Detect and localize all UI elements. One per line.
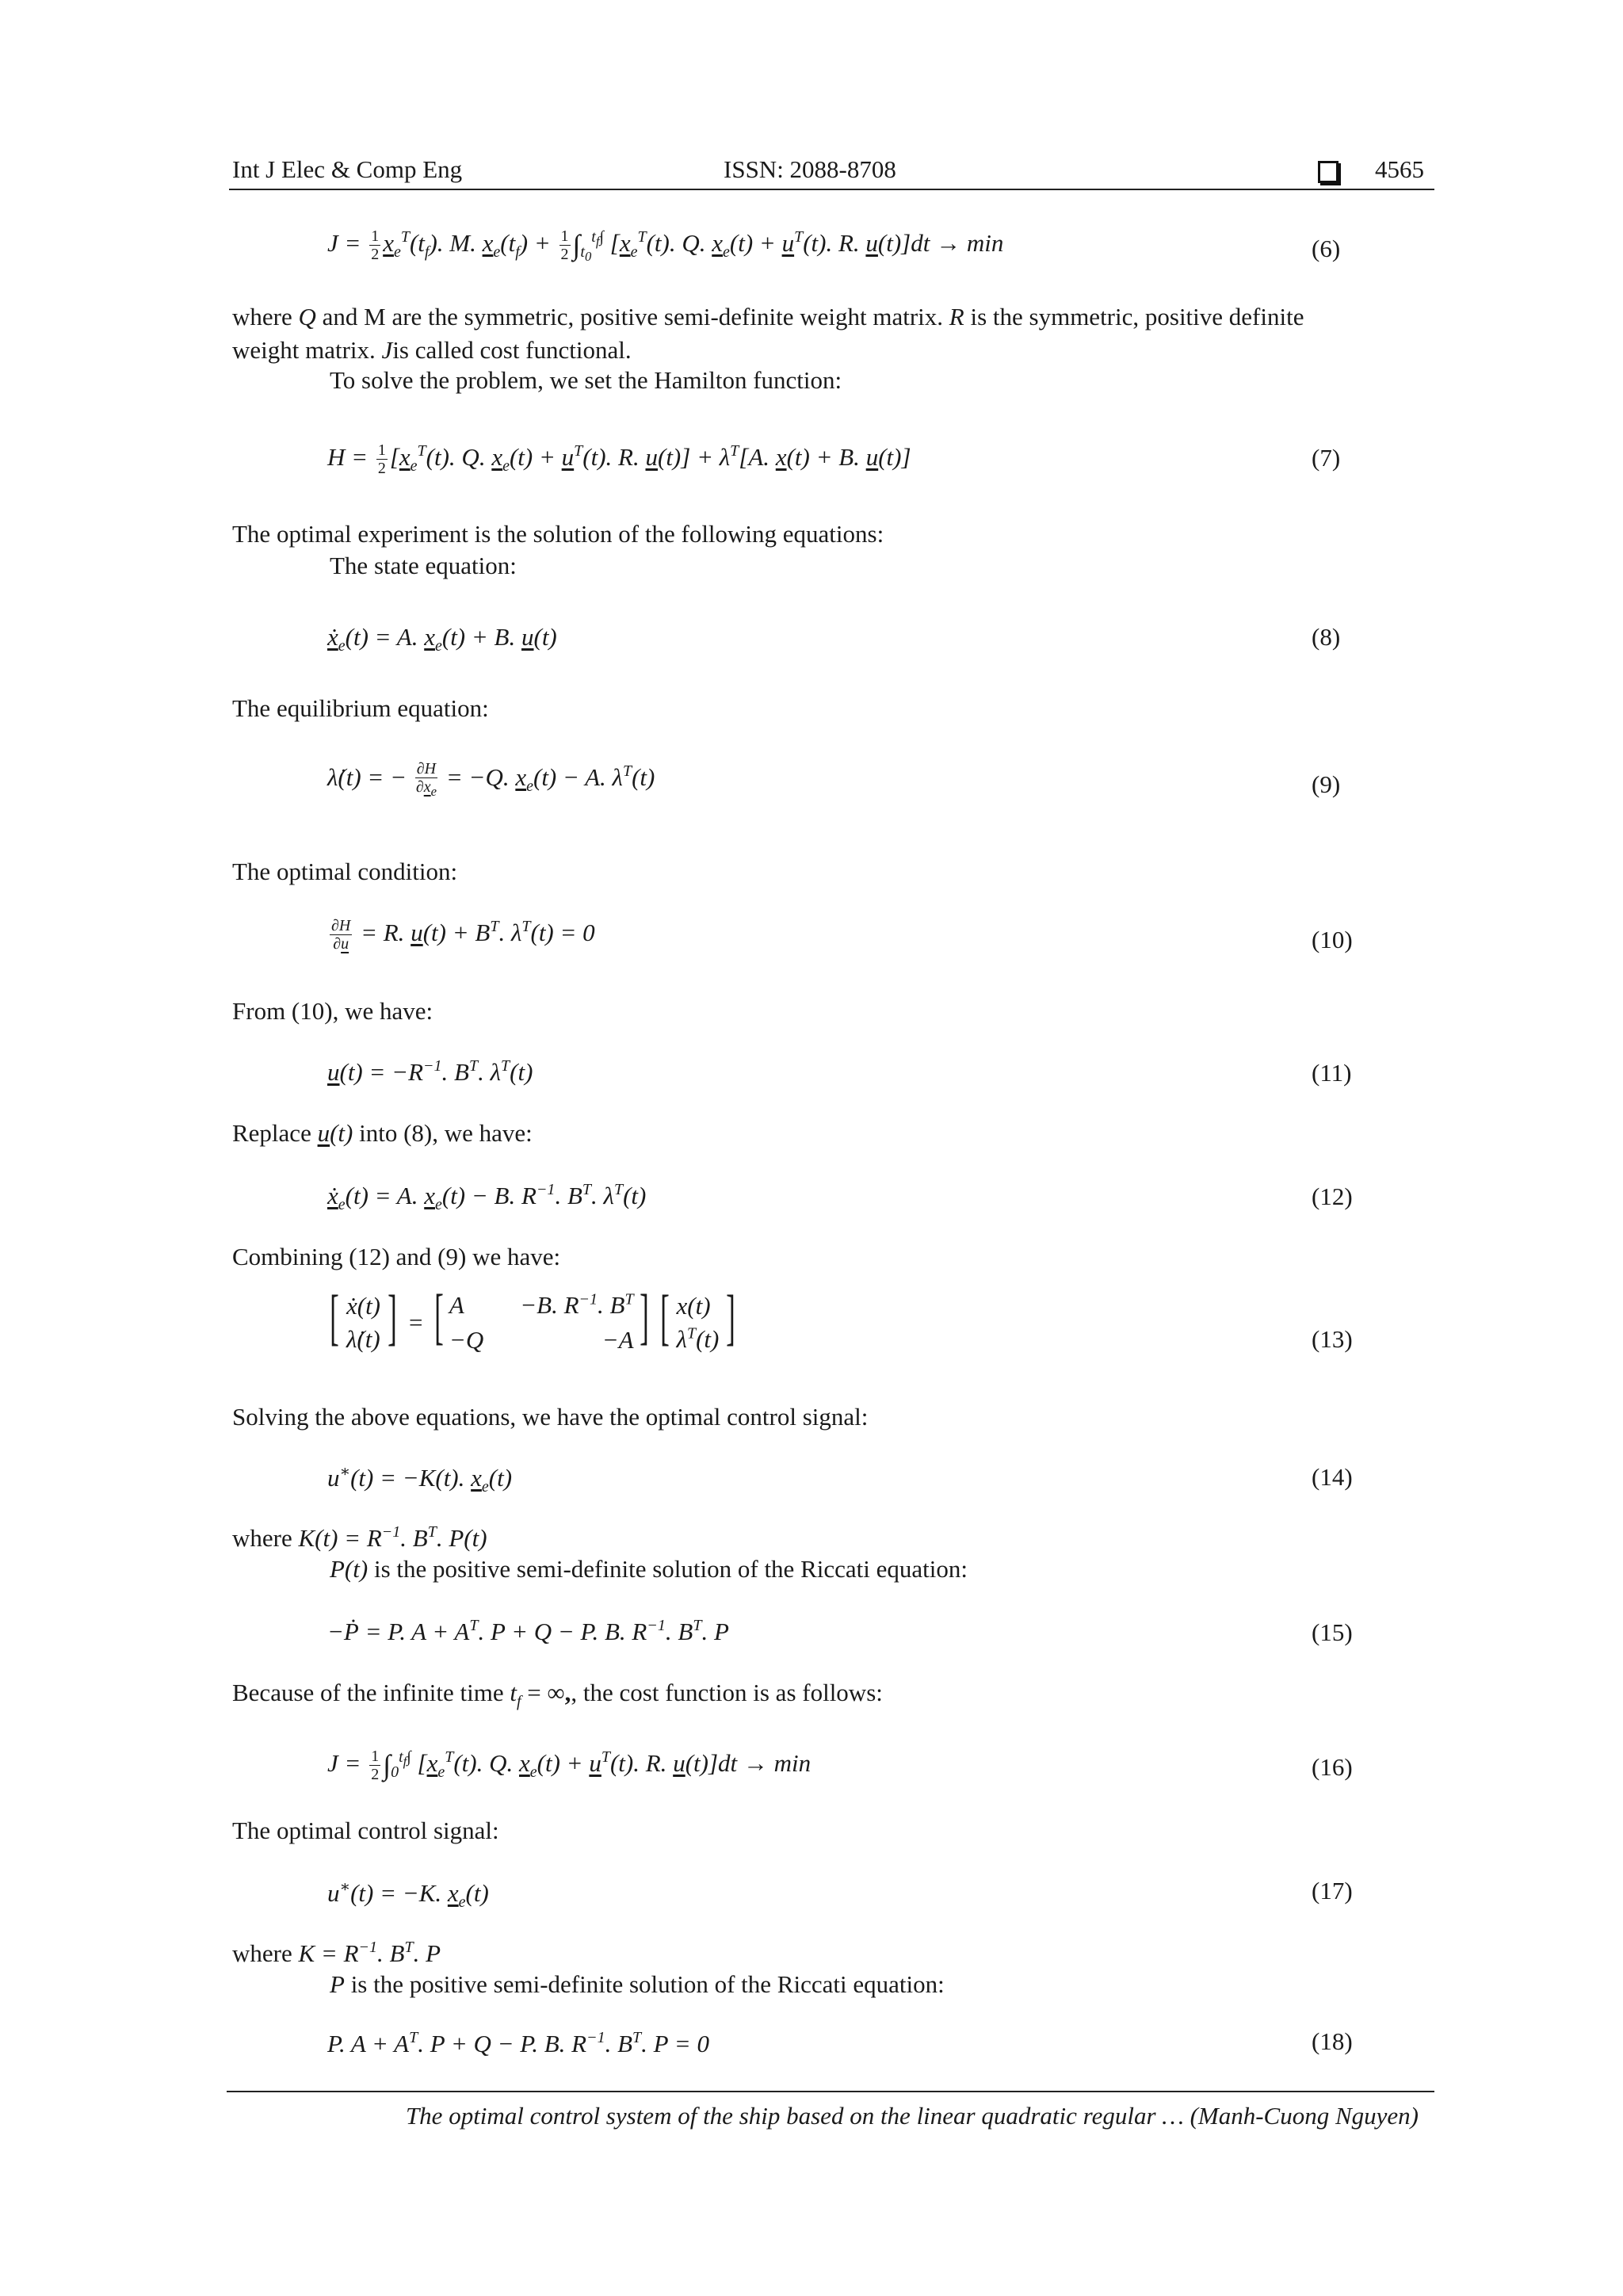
equation-12: ẋ$_e$(t) = A. $x_e(t) - B$. $R^{-1}$. $B^T$. $\lambda^T(t)$ — [327, 1181, 647, 1213]
paragraph-optimal-condition: The optimal condition: — [232, 858, 458, 885]
equation-11: $u(t) = -R^{-1}$. $B^T$. $\lambda^T(t)$ — [327, 1057, 533, 1086]
equation-number-9: (9) — [1312, 770, 1341, 798]
equation-number-12: (12) — [1312, 1182, 1353, 1210]
paragraph-solving: Solving the above equations, we have the optimal control signal: — [232, 1403, 869, 1431]
equation-number-16: (16) — [1312, 1753, 1353, 1781]
state-vector-left: [ ẋ(t) λ̇(t) ] — [330, 1282, 397, 1353]
issn: ISSN: 2088-8708 — [724, 155, 896, 183]
equation-number-6: (6) — [1312, 235, 1341, 262]
paragraph-weights-line2: weight matrix. Jis called cost functional. — [232, 336, 632, 364]
equation-16: J = $\frac{1}{2}$ $\int_0^{t_f\int}$ [$x_e^T(t)$. Q. $x_e(t) + u^T(t)$. R. u(t)]dt → min — [327, 1748, 812, 1784]
equation-number-7: (7) — [1312, 444, 1341, 472]
paragraph-combining: Combining (12) and (9) we have: — [232, 1243, 561, 1270]
paragraph-p-t-riccati: P(t) is the positive semi-definite solution of the Riccati equation: — [330, 1555, 968, 1583]
paragraph-weights: where Q and M are the symmetric, positive semi-definite weight matrix. R is the symmetric, positive definite — [232, 303, 1304, 330]
paragraph-p-riccati: P is the positive semi-definite solution of the Riccati equation: — [330, 1970, 945, 1998]
footer-rule — [227, 2091, 1434, 2092]
system-matrix: [ A −B. $R^{-1}$. $B^T$ −Q −A ] — [434, 1282, 649, 1354]
paragraph-optimal-experiment: The optimal experiment is the solution of the following equations: — [232, 520, 884, 548]
paragraph-where-k-t: where $K(t) = R^{-1}$. $B^T$. P(t) — [232, 1523, 487, 1552]
paragraph-from-10: From (10), we have: — [232, 997, 433, 1025]
equation-number-10: (10) — [1312, 926, 1353, 953]
paragraph-optimal-control-signal: The optimal control signal: — [232, 1817, 499, 1844]
journal-name: Int J Elec & Comp Eng — [232, 155, 463, 183]
page-number: 4565 — [1375, 155, 1424, 183]
state-vector-right: [ x(t) $\lambda^T(t)$ ] — [659, 1282, 736, 1353]
equation-number-13: (13) — [1312, 1325, 1353, 1353]
equation-13: [ ẋ(t) λ̇(t) ] = [ A −B. $R^{-1}$. $B^T$ −Q −A ] [ x(t) $\lambda^T(t)$ ] — [324, 1289, 741, 1357]
equation-8: ẋ$_e$(t) = A. $x_e(t) + B$. u(t) — [327, 623, 557, 655]
equation-6: J = $\frac{1}{2}$ $x_e^T(t_f)$. M. $x_e(t_f)$ + $\frac{1}{2}$ $\int_{t_0}^{t_f\int}$ [$x_e^T(t)$. Q. $x_e(t) + u^T(t)$. R. u(t)]dt → min — [327, 227, 1004, 264]
equation-7: H = $\frac{1}{2}$ [$x_e^T(t)$. Q. $x_e(t) + u^T(t)$. R. $u(t)] + \lambda^T[A$. x(t) + B. u(t)] — [327, 441, 911, 478]
paragraph-hamilton-intro: To solve the problem, we set the Hamilton function: — [330, 366, 842, 394]
footer-title: The optimal control system of the ship based on the linear quadratic regular … (Manh-Cuong Nguyen) — [405, 2102, 1419, 2130]
checkbox-icon — [1318, 159, 1338, 187]
paragraph-state-equation: The state equation: — [330, 552, 517, 579]
equation-9: λ̇(t) = − $\frac{\partial H}{\partial x_e}$ = −Q. $x_e(t) - A$. $\lambda^T(t)$ — [327, 760, 655, 799]
equation-number-8: (8) — [1312, 623, 1341, 651]
paragraph-replace: Replace u(t) into (8), we have: — [232, 1119, 533, 1147]
paragraph-infinite-time: Because of the infinite time $t_f$ = ∞,, the cost function is as follows: — [232, 1679, 883, 1710]
equation-number-15: (15) — [1312, 1618, 1353, 1646]
equation-number-14: (14) — [1312, 1463, 1353, 1491]
header-rule — [229, 189, 1434, 190]
equation-14: u∗(t) = −K(t). $x_e(t)$ — [327, 1463, 513, 1496]
paragraph-equilibrium: The equilibrium equation: — [232, 694, 489, 722]
paragraph-where-k: where $K = R^{-1}$. $B^T$. P — [232, 1939, 441, 1967]
equation-number-18: (18) — [1312, 2027, 1353, 2055]
equation-17: u∗(t) = −K. $x_e(t)$ — [327, 1878, 489, 1911]
equation-number-11: (11) — [1312, 1059, 1352, 1087]
equation-10: $\frac{\partial H}{\partial u}$ = R. $u(t) + B^T$. $\lambda^T(t) = 0$ — [331, 917, 595, 953]
equation-15: −Ṗ = P. $A + A^T$. P + Q − P. B. $R^{-1}$. $B^T$. P — [327, 1617, 729, 1645]
equation-18: P. $A + A^T$. P + Q − P. B. $R^{-1}$. $B^T$. P = 0 — [327, 2029, 709, 2057]
equation-number-17: (17) — [1312, 1877, 1353, 1904]
